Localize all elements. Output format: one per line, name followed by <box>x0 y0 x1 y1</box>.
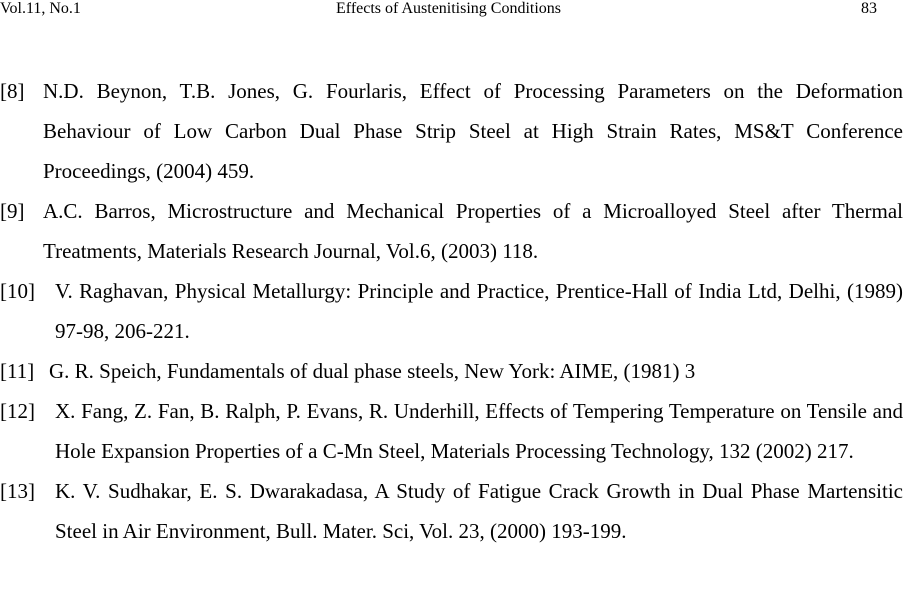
reference-item <box>0 71 903 191</box>
header-page-number: 83 <box>861 0 877 17</box>
reference-text: V. Raghavan, Physical Metallurgy: Principle and Practice, Prentice-Hall of India Ltd, Delhi, (1989) 97-98, 206-221. <box>55 279 903 343</box>
reference-number: [9] <box>0 199 25 223</box>
reference-item <box>0 351 903 391</box>
reference-number: [11] <box>0 359 35 383</box>
running-header <box>0 0 903 22</box>
reference-list <box>0 71 903 551</box>
reference-number: [13] <box>0 479 35 503</box>
header-volume: Vol.11, No.1 <box>0 0 81 17</box>
reference-text: A.C. Barros, Microstructure and Mechanical Properties of a Microalloyed Steel after Thermal Treatments, Materials Research Journal, Vol.6, (2003) 118. <box>43 199 903 263</box>
header-title: Effects of Austenitising Conditions <box>336 0 562 17</box>
reference-number: [12] <box>0 399 35 423</box>
reference-item <box>0 271 903 351</box>
reference-text: G. R. Speich, Fundamentals of dual phase steels, New York: AIME, (1981) 3 <box>49 359 696 383</box>
reference-text: X. Fang, Z. Fan, B. Ralph, P. Evans, R. Underhill, Effects of Tempering Temperature on Tensile and Hole Expansion Properties of a C-Mn Steel, Materials Processing Technology, 132 (2002) 217. <box>55 399 903 463</box>
reference-text: K. V. Sudhakar, E. S. Dwarakadasa, A Study of Fatigue Crack Growth in Dual Phase Martensitic Steel in Air Environment, Bull. Mater. Sci, Vol. 23, (2000) 193-199. <box>55 479 903 543</box>
reference-item <box>0 191 903 271</box>
reference-number: [10] <box>0 279 35 303</box>
reference-text: N.D. Beynon, T.B. Jones, G. Fourlaris, Effect of Processing Parameters on the Deformation Behaviour of Low Carbon Dual Phase Strip Steel at High Strain Rates, MS&T Conference Proceedings, (2004) 459. <box>43 79 903 183</box>
reference-item <box>0 391 903 471</box>
reference-item <box>0 471 903 551</box>
reference-number: [8] <box>0 79 25 103</box>
